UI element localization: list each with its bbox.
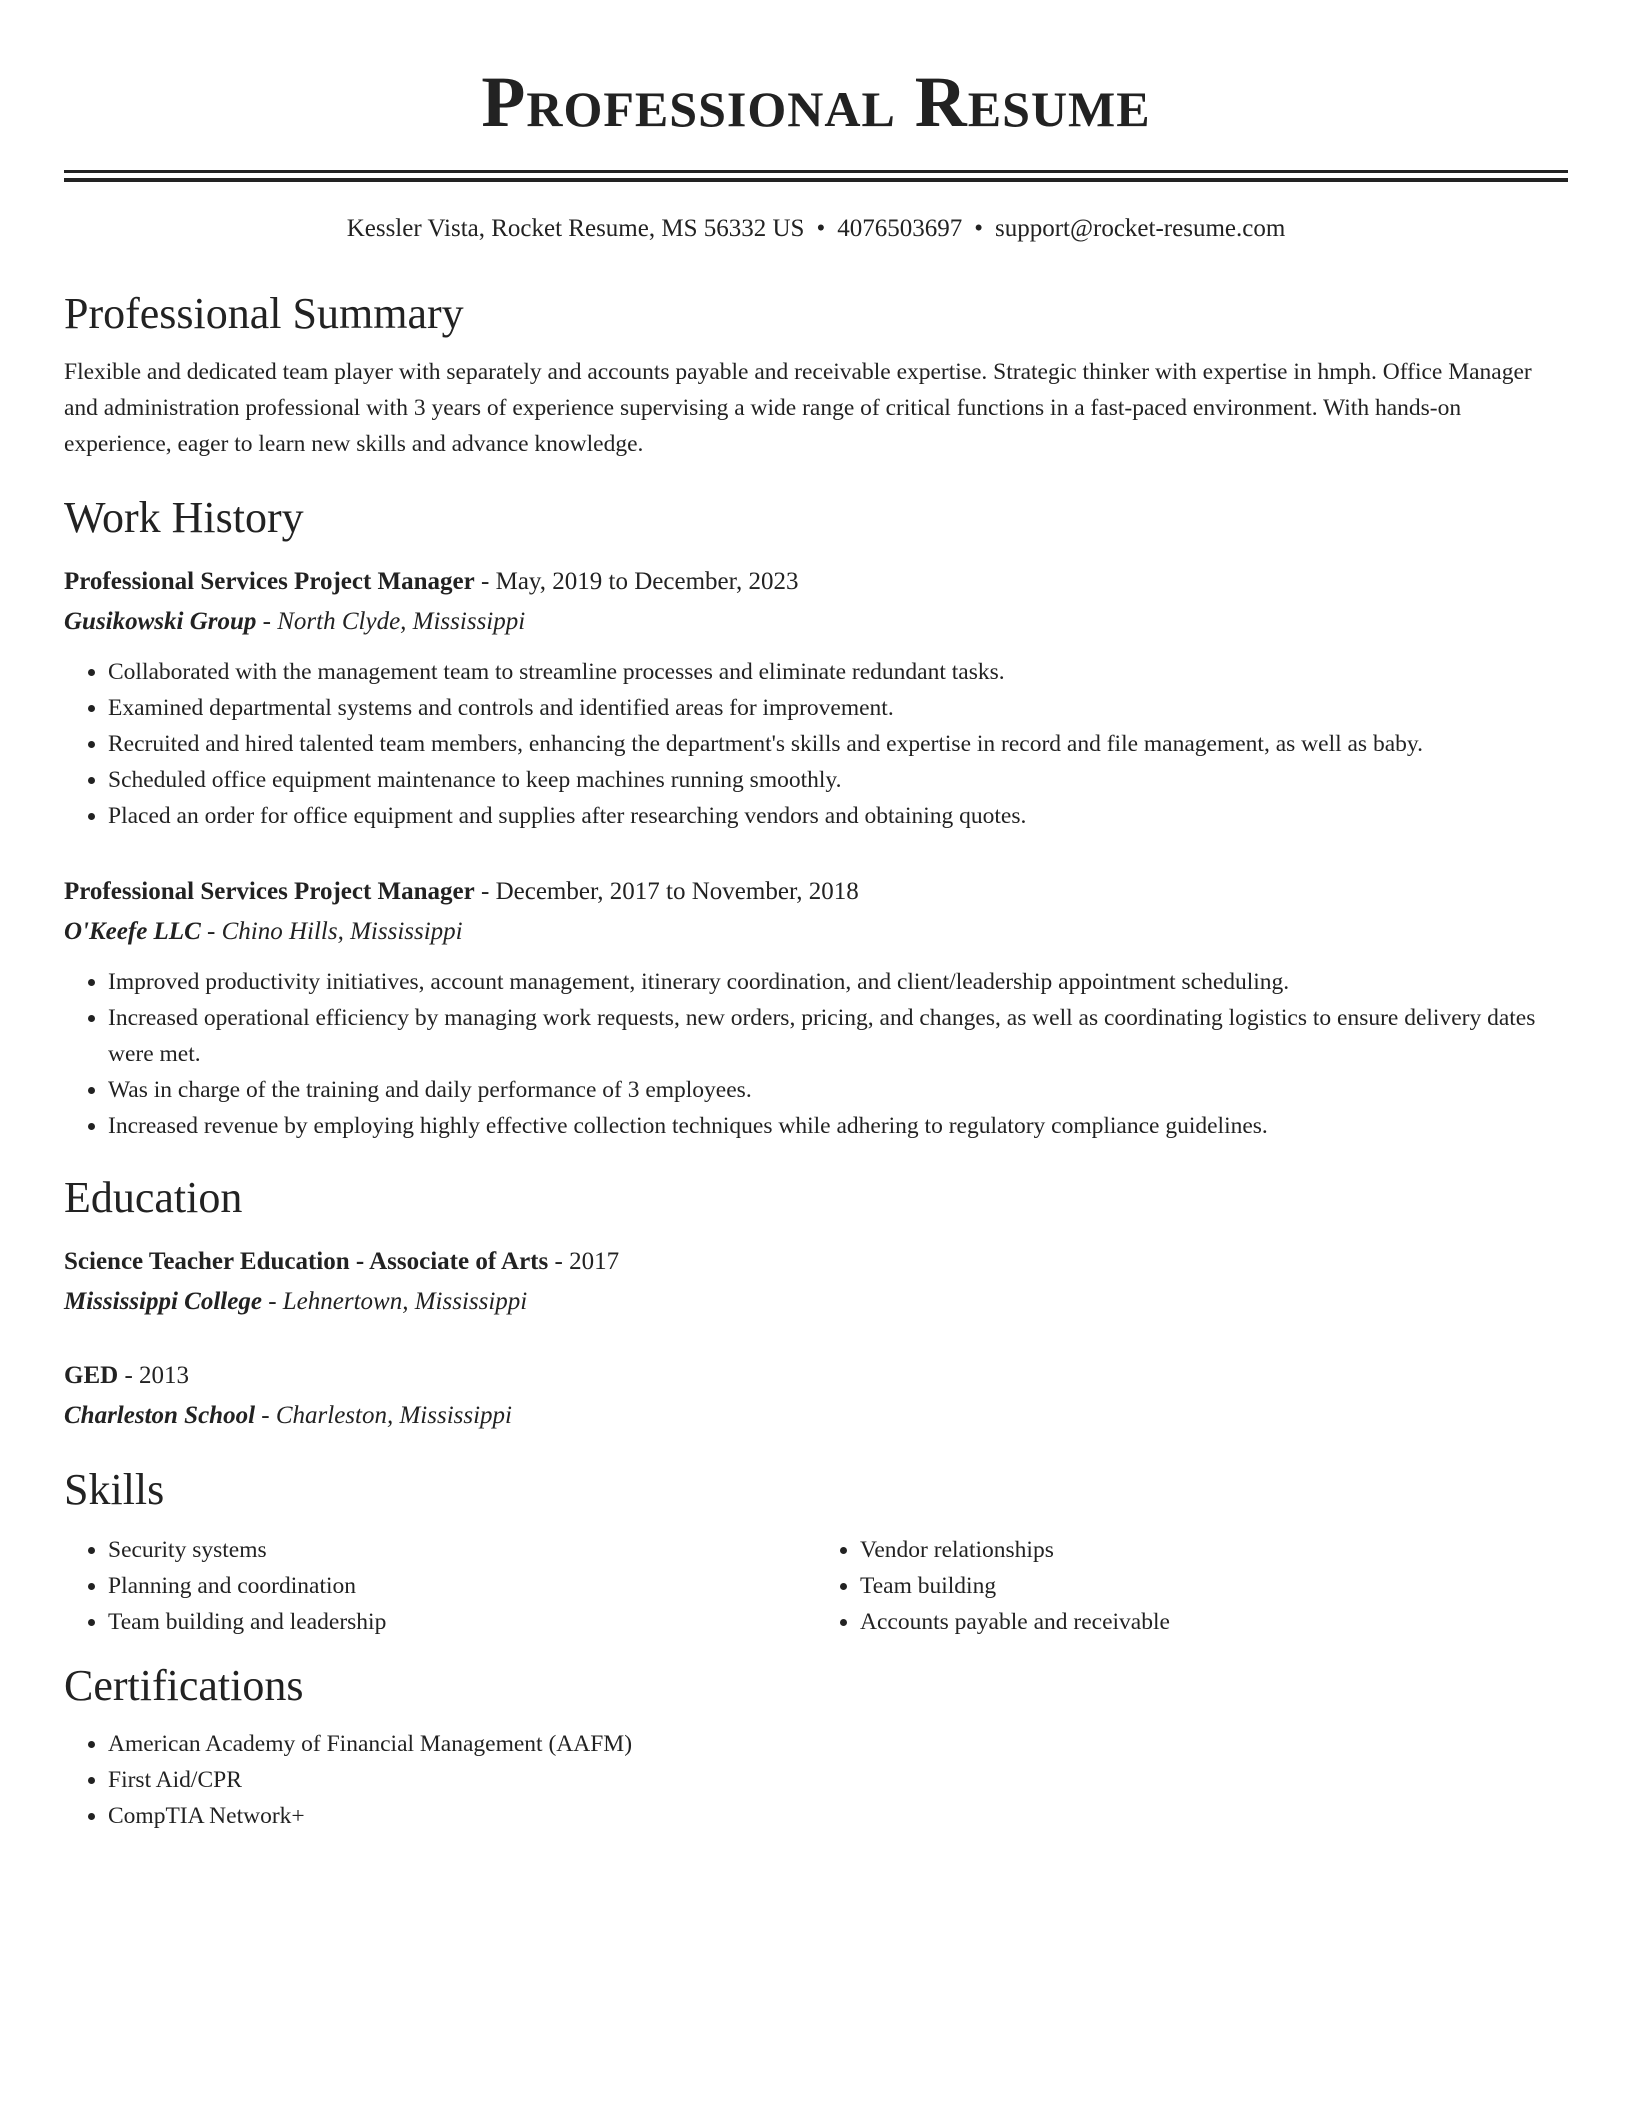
- job-duty: • Examined departmental systems and controls and identified areas for improvement.: [108, 690, 1568, 726]
- degree-line: [64, 1356, 1568, 1396]
- degree-year: 2013: [139, 1362, 190, 1389]
- dash-separator: -: [474, 568, 496, 595]
- dash-separator: -: [548, 1248, 570, 1275]
- job-duty: • Increased operational efficiency by managing work requests, new orders, pricing, and changes, as well as coordinating logistics to ensure delivery dates were met.: [108, 1000, 1568, 1072]
- school-location: Charleston, Mississippi: [275, 1402, 513, 1429]
- title-divider: [64, 170, 1568, 182]
- job-location: North Clyde, Mississippi: [277, 608, 526, 635]
- skill-item: • Planning and coordination: [108, 1568, 816, 1604]
- contact-email: support@rocket-resume.com: [994, 215, 1286, 242]
- job-location: Chino Hills, Mississippi: [221, 918, 463, 945]
- job-dates: December, 2017 to November, 2018: [495, 878, 859, 905]
- job-duty: • Collaborated with the management team to streamline processes and eliminate redundant tasks.: [108, 654, 1568, 690]
- job-role: Professional Services Project Manager: [64, 878, 475, 905]
- job-duty: • Increased revenue by employing highly effective collection techniques while adhering to regulatory compliance guidelines.: [108, 1108, 1568, 1144]
- job-duties-list: [64, 654, 1568, 834]
- certification-item: • CompTIA Network+: [108, 1798, 1568, 1834]
- dash-separator: -: [261, 1288, 283, 1315]
- job-company: O'Keefe LLC: [64, 918, 201, 945]
- dash-separator: -: [200, 918, 222, 945]
- skills-heading: Skills: [64, 1465, 165, 1514]
- summary-heading: Professional Summary: [64, 289, 464, 338]
- school-name: Charleston School: [64, 1402, 256, 1429]
- skills-list-left: [64, 1532, 816, 1640]
- job-title-line: [64, 872, 1568, 912]
- degree-line: [64, 1242, 1568, 1282]
- contact-line: [64, 212, 1568, 246]
- school-line: [64, 1282, 1568, 1322]
- contact-phone: 4076503697: [837, 215, 963, 242]
- dash-separator: -: [474, 878, 496, 905]
- degree-name: GED: [64, 1362, 119, 1389]
- education-entry: [64, 1242, 1568, 1322]
- job-dates: May, 2019 to December, 2023: [495, 568, 799, 595]
- job-duty: • Scheduled office equipment maintenance to keep machines running smoothly.: [108, 762, 1568, 798]
- certification-item: • American Academy of Financial Management (AAFM): [108, 1726, 1568, 1762]
- job-entry: [64, 562, 1568, 834]
- skill-item: • Team building: [860, 1568, 1568, 1604]
- skill-item: • Vendor relationships: [860, 1532, 1568, 1568]
- job-duty: • Improved productivity initiatives, account management, itinerary coordination, and client/leadership appointment scheduling.: [108, 964, 1568, 1000]
- education-entry: [64, 1356, 1568, 1436]
- school-name: Mississippi College: [64, 1288, 262, 1315]
- degree-year: 2017: [569, 1248, 620, 1275]
- school-location: Lehnertown, Mississippi: [282, 1288, 528, 1315]
- job-duty: • Recruited and hired talented team members, enhancing the department's skills and expertise in record and file management, as well as baby.: [108, 726, 1568, 762]
- contact-separator: •: [974, 215, 983, 242]
- degree-name: Science Teacher Education - Associate of Arts: [64, 1248, 549, 1275]
- job-entry: [64, 872, 1568, 1144]
- certifications-list: [64, 1726, 1568, 1834]
- skills-grid: [64, 1532, 1568, 1640]
- job-duty: • Was in charge of the training and daily performance of 3 employees.: [108, 1072, 1568, 1108]
- job-company: Gusikowski Group: [64, 608, 257, 635]
- resume-title: Professional Resume: [481, 62, 1151, 142]
- job-company-line: [64, 602, 1568, 642]
- job-role: Professional Services Project Manager: [64, 568, 475, 595]
- job-title-line: [64, 562, 1568, 602]
- dash-separator: -: [118, 1362, 140, 1389]
- dash-separator: -: [256, 608, 278, 635]
- contact-address: Kessler Vista, Rocket Resume, MS 56332 US: [346, 215, 805, 242]
- dash-separator: -: [255, 1402, 276, 1429]
- certifications-heading: Certifications: [64, 1661, 304, 1710]
- school-line: [64, 1396, 1568, 1436]
- certification-item: • First Aid/CPR: [108, 1762, 1568, 1798]
- skill-item: • Team building and leadership: [108, 1604, 816, 1640]
- contact-separator: •: [816, 215, 826, 242]
- skill-item: • Security systems: [108, 1532, 816, 1568]
- job-company-line: [64, 912, 1568, 952]
- summary-text: Flexible and dedicated team player with separately and accounts payable and receivable expertise. Strategic thinker with expertise in hmph. Office Manager and administration professional with 3 years of experience supervising a wide range of critical functions in a fast-paced environment. With hands-on experience, eager to learn new skills and advance knowledge.: [64, 359, 1532, 457]
- job-duty: • Placed an order for office equipment and supplies after researching vendors and obtaining quotes.: [108, 798, 1568, 834]
- education-heading: Education: [64, 1173, 243, 1222]
- job-duties-list: [64, 964, 1568, 1144]
- skill-item: • Accounts payable and receivable: [860, 1604, 1568, 1640]
- skills-list-right: [816, 1532, 1568, 1640]
- work-history-heading: Work History: [64, 493, 304, 542]
